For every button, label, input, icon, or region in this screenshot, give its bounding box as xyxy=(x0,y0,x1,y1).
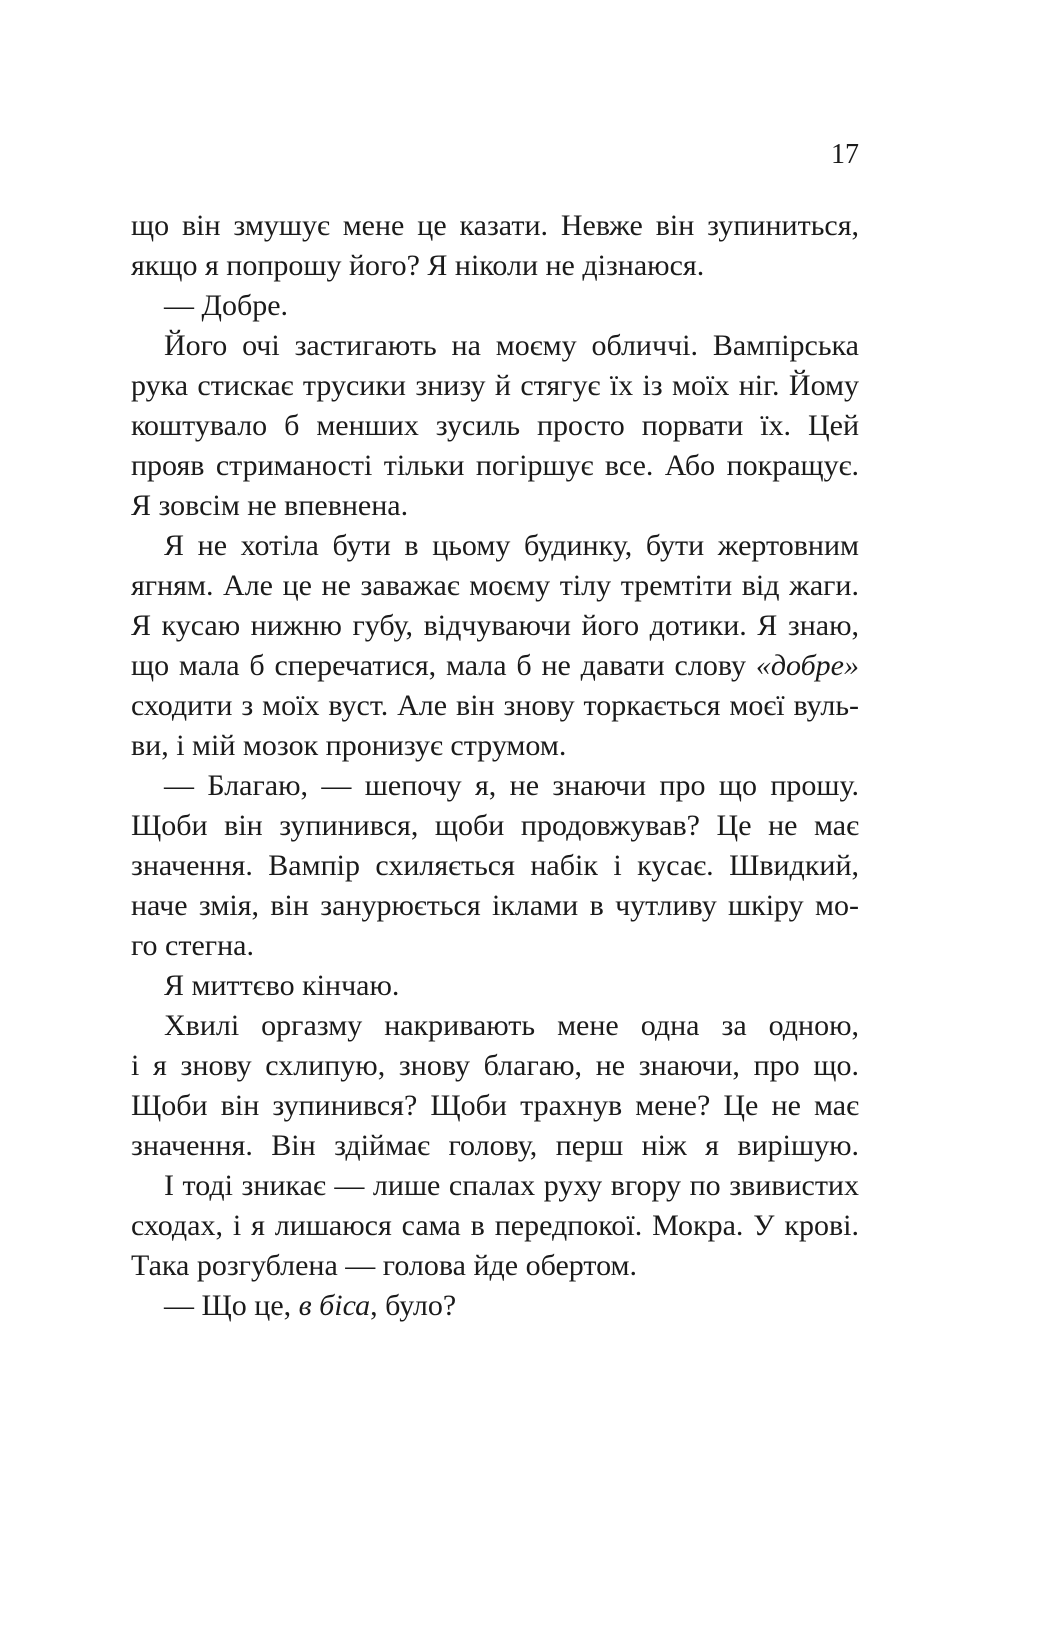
text-line xyxy=(131,446,859,486)
text-line xyxy=(131,566,859,606)
text-segment: Його очі застигають на моєму обличчі. Вампірська xyxy=(164,329,859,362)
text-line xyxy=(131,646,859,686)
text-segment: значення. Він здіймає голову, перш ніж я вирішую. xyxy=(131,1129,859,1162)
italic-segment: «добре» xyxy=(755,649,859,682)
text-segment: що мала б сперечатися, мала б не давати слову xyxy=(131,649,756,682)
text-segment: Щоби він зупинився? Щоби трахнув мене? Це не має xyxy=(131,1089,859,1122)
text-line xyxy=(131,1206,859,1246)
text-line xyxy=(131,1286,859,1326)
text-segment: — Що це, xyxy=(164,1289,299,1322)
text-line xyxy=(131,246,859,286)
text-segment: якщо я попрошу його? Я ніколи не дізнаюся. xyxy=(131,249,705,282)
text-segment: , було? xyxy=(370,1289,457,1322)
text-line xyxy=(131,486,859,526)
text-line xyxy=(131,1126,859,1166)
text-segment: — Добре. xyxy=(164,289,289,322)
text-line xyxy=(131,366,859,406)
text-line xyxy=(131,766,859,806)
text-segment: Така розгублена — голова йде обертом. xyxy=(131,1249,638,1282)
text-line xyxy=(131,206,859,246)
text-segment: прояв стриманості тільки погіршує все. Або покращує. xyxy=(131,449,859,482)
text-line xyxy=(131,526,859,566)
text-segment: коштувало б менших зусиль просто порвати їх. Цей xyxy=(131,409,859,442)
text-line xyxy=(131,406,859,446)
text-segment: і я знову схлипую, знову благаю, не знаючи, про що. xyxy=(131,1049,859,1082)
page-number: 17 xyxy=(831,139,859,170)
text-segment: ягням. Але це не заважає моєму тілу тремтіти від жаги. xyxy=(131,569,859,602)
text-segment: Я не хотіла бути в цьому будинку, бути жертовним xyxy=(164,529,859,562)
text-segment: рука стискає трусики знизу й стягує їх із моїх ніг. Йому xyxy=(131,369,859,402)
text-line xyxy=(131,286,859,326)
text-line xyxy=(131,326,859,366)
text-segment: що він змушує мене це казати. Невже він зупиниться, xyxy=(131,209,859,242)
text-line xyxy=(131,1246,859,1286)
text-segment: значення. Вампір схиляється набік і кусає. Швидкий, xyxy=(131,849,859,882)
text-block xyxy=(131,206,859,1326)
text-segment: Я зовсім не впевнена. xyxy=(131,489,409,522)
text-line xyxy=(131,726,859,766)
text-segment: Я миттєво кінчаю. xyxy=(164,969,400,1002)
text-segment: наче змія, він занурюється іклами в чутливу шкіру мо- xyxy=(131,889,859,922)
text-segment: сходах, і я лишаюся сама в передпокої. Мокра. У крові. xyxy=(131,1209,859,1242)
text-line xyxy=(131,606,859,646)
text-line xyxy=(131,926,859,966)
text-line xyxy=(131,1086,859,1126)
text-segment: сходити з моїх вуст. Але він знову торкається моєї вуль- xyxy=(131,689,859,722)
text-line xyxy=(131,966,859,1006)
text-segment: — Благаю, — шепочу я, не знаючи про що прошу. xyxy=(164,769,859,802)
text-line xyxy=(131,806,859,846)
text-segment: Щоби він зупинився, щоби продовжував? Це не має xyxy=(131,809,859,842)
text-line xyxy=(131,886,859,926)
text-segment: Хвилі оргазму накривають мене одна за одною, xyxy=(164,1009,859,1042)
text-segment: І тоді зникає — лише спалах руху вгору по звивистих xyxy=(164,1169,859,1202)
italic-segment: в біса xyxy=(298,1289,371,1322)
text-line xyxy=(131,1166,859,1206)
text-line xyxy=(131,686,859,726)
text-segment: Я кусаю нижню губу, відчуваючи його дотики. Я знаю, xyxy=(131,609,859,642)
text-segment: ви, і мій мозок пронизує струмом. xyxy=(131,729,567,762)
text-line xyxy=(131,1046,859,1086)
text-line xyxy=(131,1006,859,1046)
text-line xyxy=(131,846,859,886)
text-segment: го стегна. xyxy=(131,929,254,962)
